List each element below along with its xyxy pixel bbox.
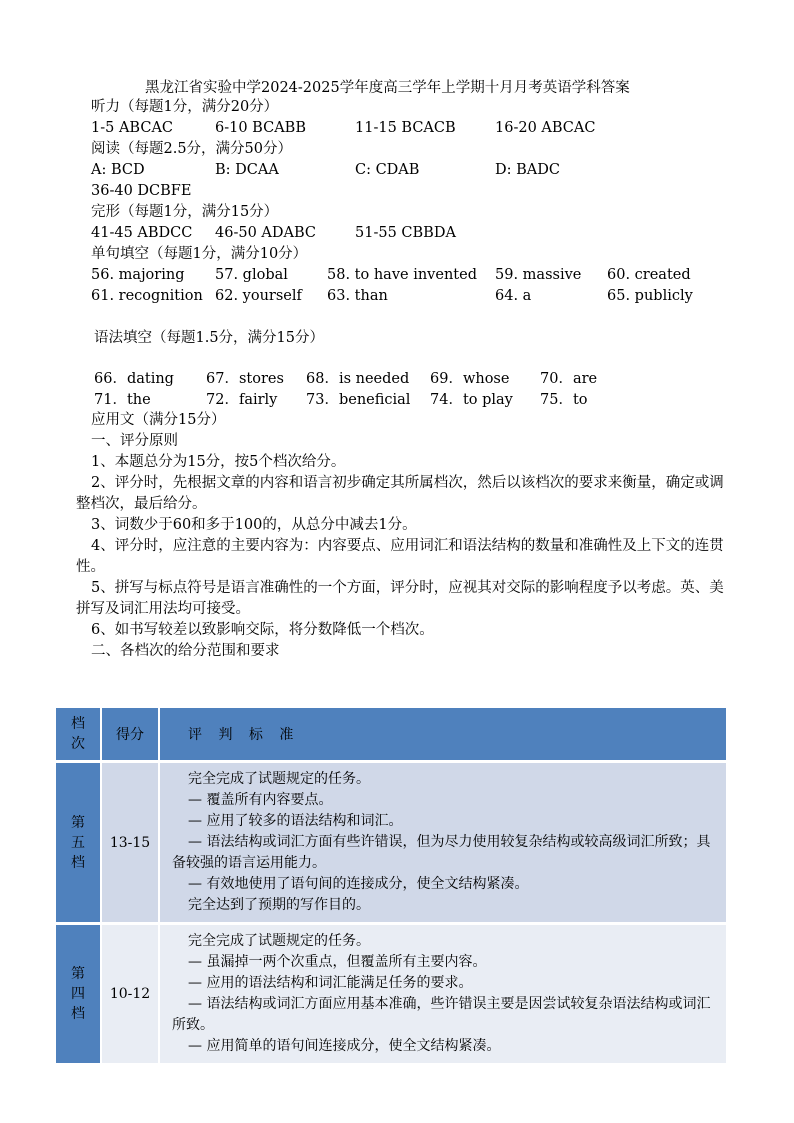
band-score: 13-15	[101, 762, 159, 924]
answer-item: 57. global	[215, 267, 288, 283]
rule-2: 2、评分时，先根据文章的内容和语言初步确定其所属档次，然后以该档次的要求来衡量，确定或调整档次，最后给分。	[76, 475, 724, 512]
answer-item: 58. to have invented	[327, 267, 477, 283]
answer-group: 51-55 CBBDA	[355, 225, 456, 241]
answer-item: 65. publicly	[607, 288, 693, 304]
header-criteria: 评 判 标 准	[159, 708, 726, 762]
answer-item: 62. yourself	[215, 288, 302, 304]
answer-group: 1-5 ABCAC	[91, 120, 174, 136]
rule-5: 5、拼写与标点符号是语言准确性的一个方面，评分时，应视其对交际的影响程度予以考虑。英、美拼写及词汇用法均可接受。	[76, 580, 724, 617]
answer-item: 75．to	[540, 392, 588, 408]
answer-item: 63. than	[327, 288, 388, 304]
page-title: 黑龙江省实验中学2024-2025学年度高三学年上学期十月月考英语学科答案	[145, 80, 630, 96]
table-row	[56, 762, 726, 924]
answer-item: 60. created	[607, 267, 691, 283]
answer-group: C: CDAB	[355, 162, 420, 178]
band-criteria	[159, 762, 726, 924]
criteria-line: — 有效地使用了语句间的连接成分，使全文结构紧凑。	[188, 876, 529, 892]
rule-3: 3、词数少于60和多于100的，从总分中减去1分。	[91, 517, 417, 533]
sentence-fill-heading: 单句填空（每题1分，满分10分）	[91, 246, 308, 262]
answer-item: 73．beneficial	[306, 392, 411, 408]
rule-4: 4、评分时，应注意的主要内容为：内容要点、应用词汇和语法结构的数量和准确性及上下文的连贯性。	[76, 538, 724, 575]
criteria-line: 完全达到了预期的写作目的。	[188, 897, 370, 913]
answer-item: 69．whose	[430, 371, 510, 387]
cloze-heading: 完形（每题1分，满分15分）	[91, 204, 279, 220]
answer-item: 74．to play	[430, 392, 513, 408]
grammar-fill-heading: 语法填空（每题1.5分，满分15分）	[94, 330, 325, 346]
band-label: 第五档	[56, 762, 101, 924]
criteria-line: — 语法结构或词汇方面有些许错误，但为尽力使用较复杂结构或较高级词汇所致；具备较强的语言运用能力。	[172, 834, 711, 871]
answer-group: B: DCAA	[215, 162, 279, 178]
answer-group: 6-10 BCABB	[215, 120, 306, 136]
answer-group: D: BADC	[495, 162, 560, 178]
criteria-line: — 应用简单的语句间连接成分，使全文结构紧凑。	[188, 1038, 501, 1054]
criteria-line: — 语法结构或词汇方面应用基本准确，些许错误主要是因尝试较复杂语法结构或词汇所致。	[172, 996, 711, 1033]
answer-group: 16-20 ABCAC	[495, 120, 596, 136]
listening-heading: 听力（每题1分，满分20分）	[91, 99, 279, 115]
answer-item: 72．fairly	[206, 392, 278, 408]
principles-heading: 一、评分原则	[91, 433, 178, 449]
band-label: 第四档	[56, 924, 101, 1064]
criteria-line: 完全完成了试题规定的任务。	[188, 933, 370, 949]
reading-heading: 阅读（每题2.5分，满分50分）	[91, 141, 293, 157]
answer-item: 59. massive	[495, 267, 582, 283]
band-criteria	[159, 924, 726, 1064]
answer-group: 11-15 BCACB	[355, 120, 456, 136]
band-score: 10-12	[101, 924, 159, 1064]
criteria-line: — 应用了较多的语法结构和词汇。	[188, 813, 403, 829]
header-score: 得分	[101, 708, 159, 762]
bands-heading: 二、各档次的给分范围和要求	[91, 643, 280, 659]
header-band: 档次	[56, 708, 101, 762]
criteria-line: 完全完成了试题规定的任务。	[188, 771, 370, 787]
answer-group: 46-50 ADABC	[215, 225, 316, 241]
answer-item: 64. a	[495, 288, 532, 304]
reading-extra-answers: 36-40 DCBFE	[91, 183, 192, 199]
criteria-line: — 覆盖所有内容要点。	[188, 792, 333, 808]
answer-item: 56. majoring	[91, 267, 185, 283]
answer-item: 70．are	[540, 371, 598, 387]
table-row	[56, 924, 726, 1064]
answer-item: 67．stores	[206, 371, 284, 387]
table-header-row	[56, 708, 726, 762]
criteria-line: — 虽漏掉一两个次重点，但覆盖所有主要内容。	[188, 954, 487, 970]
writing-heading: 应用文（满分15分）	[91, 412, 226, 428]
rule-1: 1、本题总分为15分，按5个档次给分。	[91, 454, 346, 470]
answer-group: A: BCD	[91, 162, 145, 178]
answer-item: 71．the	[94, 392, 151, 408]
grading-table	[56, 708, 726, 1063]
answer-item: 66．dating	[94, 371, 174, 387]
criteria-line: — 应用的语法结构和词汇能满足任务的要求。	[188, 975, 473, 991]
answer-item: 61. recognition	[91, 288, 203, 304]
answer-group: 41-45 ABDCC	[91, 225, 193, 241]
answer-item: 68．is needed	[306, 371, 410, 387]
rule-6: 6、如书写较差以致影响交际，将分数降低一个档次。	[91, 622, 434, 638]
